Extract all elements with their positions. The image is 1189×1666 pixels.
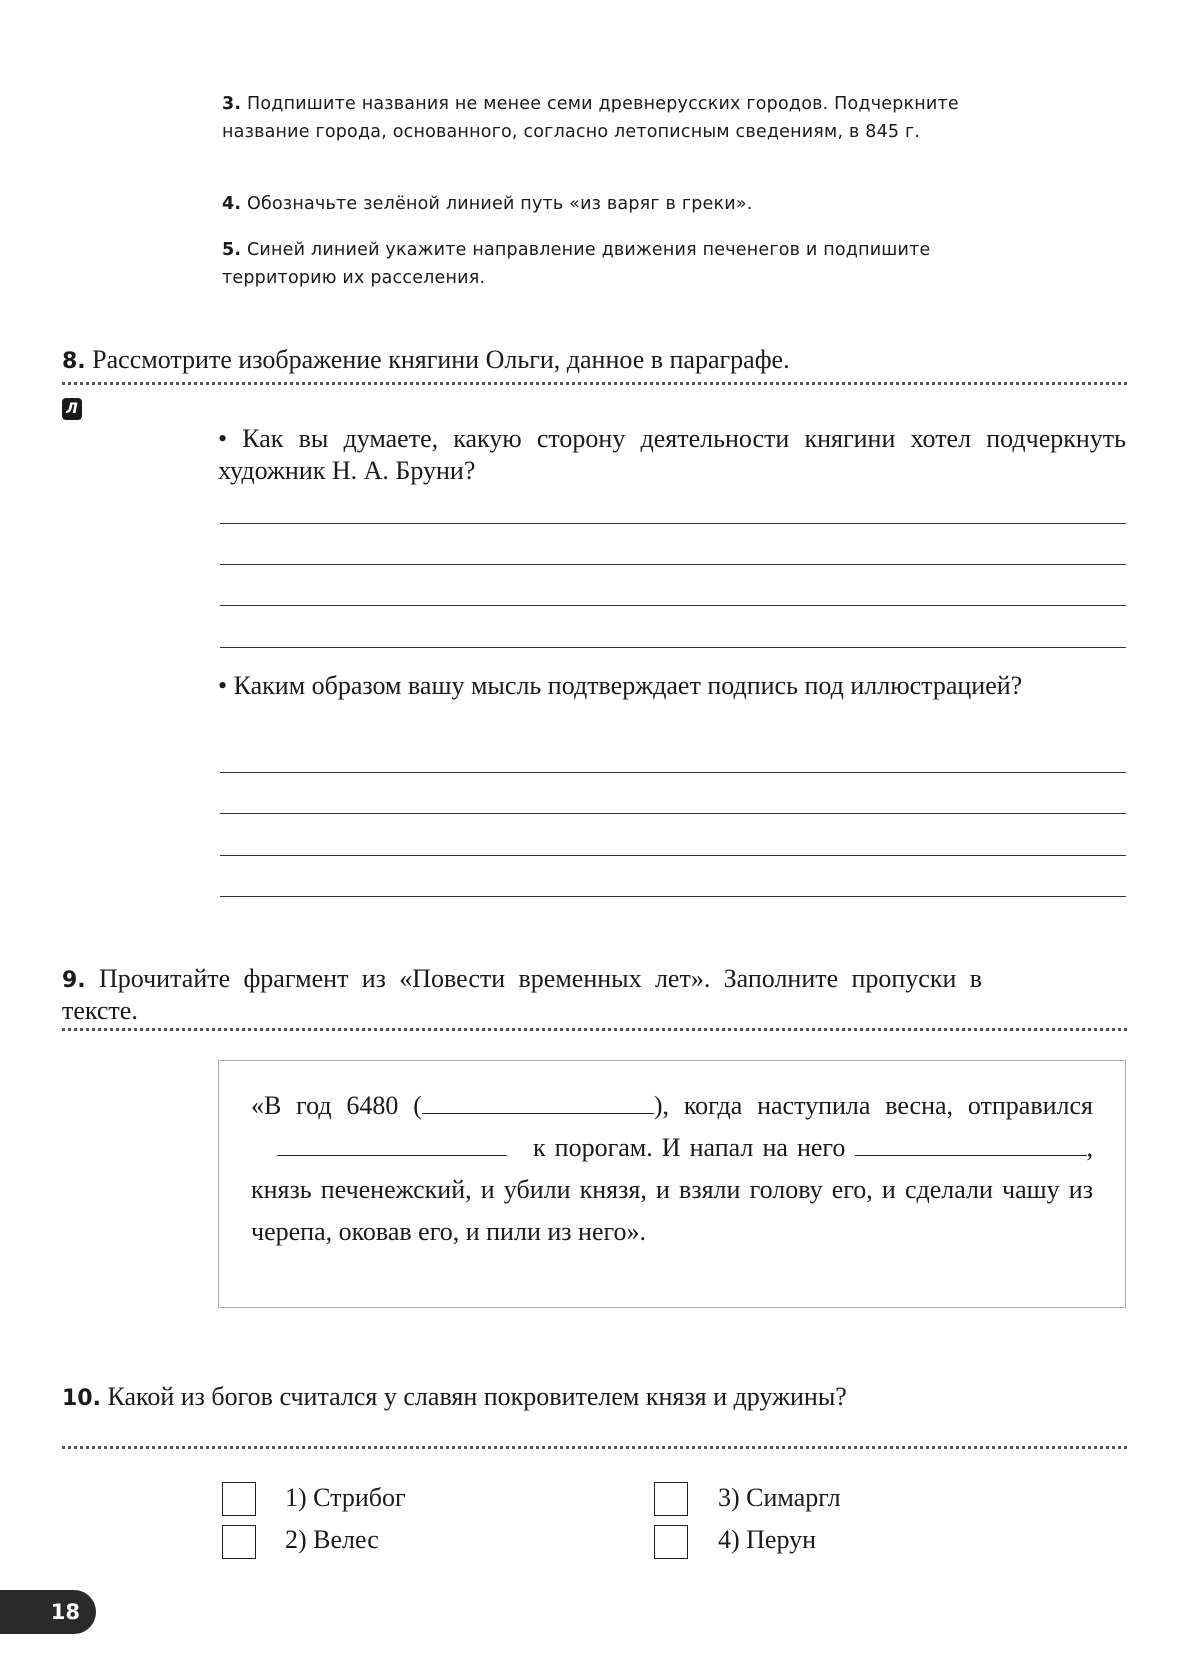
task-8-title [62,345,790,377]
subtask-4-number: 4. [222,194,242,214]
task-9-divider [62,1028,1127,1031]
option-1-label: 1) Стрибог [285,1483,406,1512]
task-10-title [62,1382,962,1414]
option-3-checkbox[interactable] [654,1482,688,1516]
task-10-divider [62,1446,1127,1449]
answer-line[interactable] [220,564,1126,565]
reading-icon: Л [62,398,82,420]
task-8-text: Рассмотрите изображение княгини Ольги, данное в параграфе. [92,345,790,374]
task-10-number: 10. [62,1386,101,1411]
subtask-5 [222,236,962,292]
quote-part-2: ), когда наступила весна, отправился [653,1091,1093,1120]
task-8-question-2: • Каким образом вашу мысль подтверждает подпись под иллюстрацией? [218,671,1023,700]
quote-part-1: «В год 6480 ( [251,1091,422,1120]
blank-pecheneg-prince[interactable] [855,1127,1087,1156]
page-number: 18 [0,1590,96,1634]
option-2-checkbox[interactable] [222,1525,256,1559]
answer-line[interactable] [220,605,1126,606]
task-9-number: 9. [62,968,86,993]
answer-line[interactable] [220,647,1126,648]
answer-line[interactable] [220,772,1126,773]
task-9-title [62,964,982,1026]
task-8-question-1: • Как вы думаете, какую сторону деятельности княгини хотел подчеркнуть художник Н. А. Бруни? [218,424,1126,485]
option-4-label: 4) Перун [718,1525,817,1554]
option-3-label: 3) Симаргл [718,1483,841,1512]
task-8-divider [62,382,1127,385]
blank-year[interactable] [422,1085,654,1114]
option-4-checkbox[interactable] [654,1525,688,1559]
option-2-label: 2) Велес [285,1525,379,1554]
subtask-3-number: 3. [222,94,242,114]
task-10-text: Какой из богов считался у славян покровителем князя и дружины? [107,1382,847,1411]
answer-line[interactable] [220,813,1126,814]
task-8-number: 8. [62,349,86,374]
quote-part-3: к порогам. И напал на него [533,1133,846,1162]
answer-line[interactable] [220,855,1126,856]
subtask-4-text: Обозначьте зелёной линией путь «из варяг в греки». [247,194,753,214]
subtask-3-text: Подпишите названия не менее семи древнерусских городов. Подчеркните название города, основанного, согласно летописным сведениям, в 845 г. [222,94,959,142]
task-9-text: Прочитайте фрагмент из «Повести временных лет». Заполните пропуски в тексте. [62,964,982,1025]
blank-prince[interactable] [277,1127,507,1156]
subtask-5-text: Синей линией укажите направление движения печенегов и подпишите территорию их расселения. [222,240,931,288]
answer-line[interactable] [220,523,1126,524]
answer-line[interactable] [220,896,1126,897]
quote-part-4: , князь печенежский, и убили князя, и взяли голову его, и сделали чашу из черепа, оковав его, и пили из него». [251,1133,1093,1246]
option-1-checkbox[interactable] [222,1482,256,1516]
subtask-4 [222,190,982,218]
subtask-3 [222,90,982,146]
chronicle-quote-box [218,1060,1126,1308]
subtask-5-number: 5. [222,240,242,260]
